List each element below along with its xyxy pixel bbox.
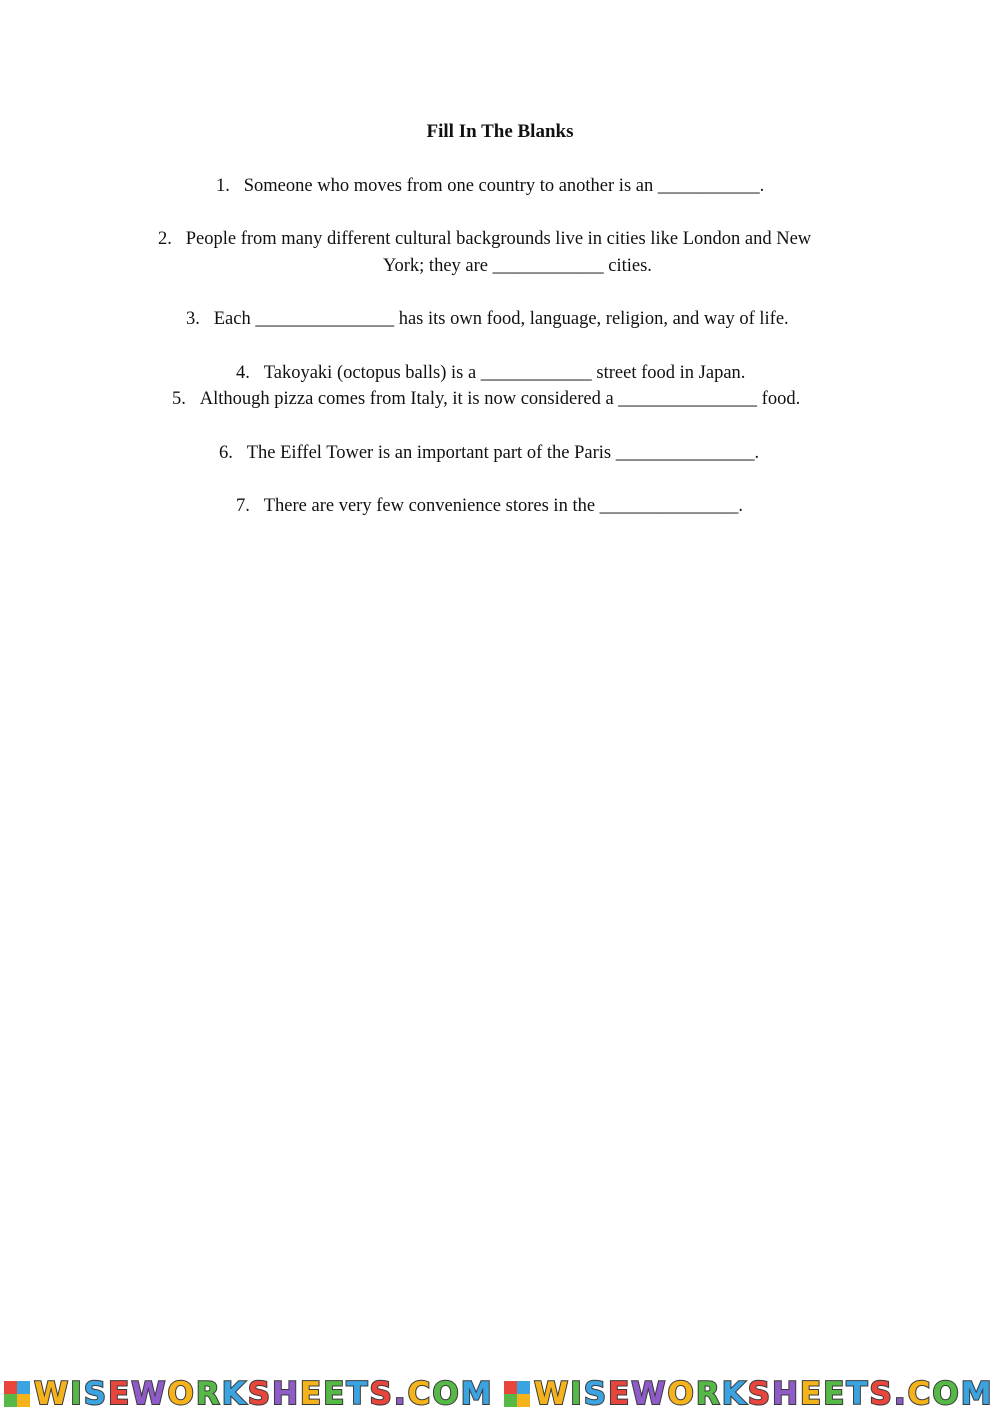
wordmark-letter: W: [131, 1376, 168, 1412]
wordmark-letter: .: [893, 1376, 908, 1412]
question-text: Each _______________ has its own food, language, religion, and way of life.: [213, 309, 789, 329]
brand-wordmark: [34, 1378, 494, 1410]
wordmark-letter: O: [167, 1376, 196, 1412]
logo-square-icon: [504, 1381, 517, 1394]
brand-logo-icon: [504, 1381, 530, 1407]
question-text: Someone who moves from one country to another is an ___________.: [243, 176, 765, 196]
question-1: [216, 173, 764, 199]
brand-wordmark: [534, 1378, 994, 1410]
wordmark-letter: W: [34, 1376, 71, 1412]
question-number: 3.: [186, 309, 200, 329]
wordmark-letter: C: [907, 1376, 933, 1412]
wordmark-letter: H: [272, 1376, 301, 1412]
question-3: [186, 306, 789, 332]
question-6: [219, 440, 759, 466]
question-text: There are very few convenience stores in the _______________.: [263, 496, 744, 516]
wordmark-letter: O: [667, 1376, 696, 1412]
logo-square-icon: [517, 1381, 530, 1394]
question-text: Although pizza comes from Italy, it is now considered a _______________ food.: [199, 389, 801, 409]
wordmark-letter: H: [772, 1376, 801, 1412]
wordmark-letter: I: [570, 1376, 584, 1412]
wordmark-letter: S: [583, 1376, 609, 1412]
wordmark-letter: W: [534, 1376, 571, 1412]
worksheet-title: Fill In The Blanks: [426, 121, 574, 142]
question-number: 7.: [236, 496, 250, 516]
question-4: [236, 360, 745, 386]
wordmark-letter: .: [393, 1376, 408, 1412]
logo-square-icon: [504, 1394, 517, 1407]
wordmark-letter: S: [247, 1376, 273, 1412]
wordmark-letter: R: [195, 1376, 222, 1412]
question-number: 4.: [236, 363, 250, 383]
wordmark-letter: T: [846, 1376, 870, 1412]
question-number: 6.: [219, 443, 233, 463]
wordmark-letter: K: [221, 1376, 248, 1412]
wordmark-letter: W: [631, 1376, 668, 1412]
wordmark-letter: S: [369, 1376, 394, 1412]
logo-square-icon: [517, 1394, 530, 1407]
wordmark-letter: O: [432, 1376, 461, 1412]
question-number: 2.: [158, 229, 172, 249]
question-2-continuation: [383, 253, 652, 279]
question-number: 1.: [216, 176, 230, 196]
wordmark-letter: M: [960, 1376, 994, 1412]
question-7: [236, 493, 743, 519]
wordmark-letter: S: [747, 1376, 773, 1412]
wordmark-letter: E: [108, 1376, 132, 1412]
question-text: York; they are ____________ cities.: [383, 256, 652, 276]
wordmark-letter: T: [346, 1376, 370, 1412]
wordmark-letter: S: [869, 1376, 894, 1412]
wordmark-letter: E: [323, 1376, 347, 1412]
brand-logo-icon: [4, 1381, 30, 1407]
wordmark-letter: E: [300, 1376, 324, 1412]
footer-watermark-banner: [0, 1374, 1000, 1413]
logo-square-icon: [17, 1394, 30, 1407]
wordmark-letter: M: [460, 1376, 494, 1412]
question-5: [172, 386, 800, 412]
logo-square-icon: [4, 1381, 17, 1394]
question-text: People from many different cultural backgrounds live in cities like London and New: [185, 229, 812, 249]
question-number: 5.: [172, 389, 186, 409]
wordmark-letter: R: [695, 1376, 722, 1412]
logo-square-icon: [17, 1381, 30, 1394]
logo-square-icon: [4, 1394, 17, 1407]
wordmark-letter: S: [83, 1376, 109, 1412]
wordmark-letter: E: [823, 1376, 847, 1412]
wordmark-letter: K: [721, 1376, 748, 1412]
brand-logo: [4, 1378, 498, 1410]
wordmark-letter: E: [800, 1376, 824, 1412]
wordmark-letter: I: [70, 1376, 84, 1412]
brand-logo: [504, 1378, 998, 1410]
question-2: [158, 226, 811, 252]
wordmark-letter: C: [407, 1376, 433, 1412]
question-text: The Eiffel Tower is an important part of the Paris _______________.: [246, 443, 760, 463]
question-text: Takoyaki (octopus balls) is a ____________ street food in Japan.: [263, 363, 746, 383]
wordmark-letter: E: [608, 1376, 632, 1412]
wordmark-letter: O: [932, 1376, 961, 1412]
